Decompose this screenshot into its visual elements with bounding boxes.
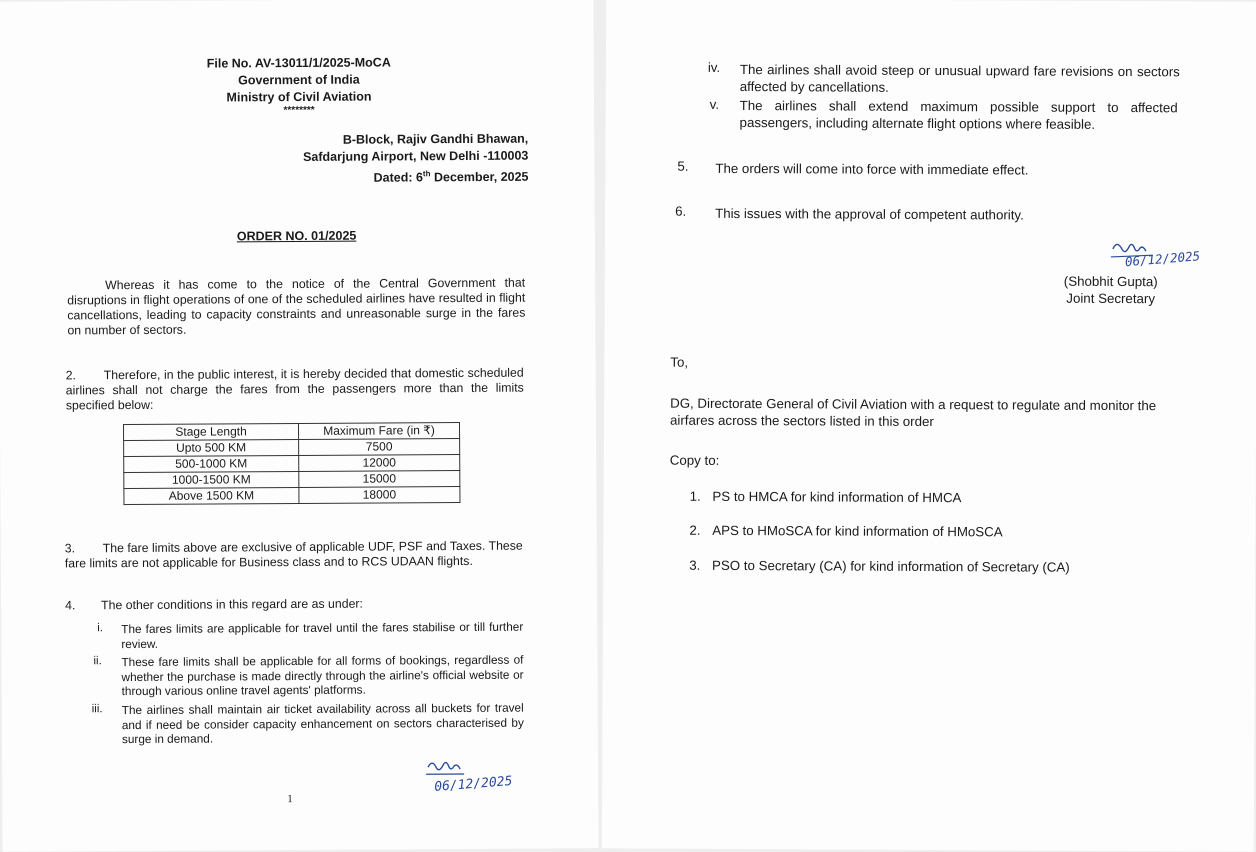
copy-item-text: PSO to Secretary (CA) for kind information of Secretary (CA) [712,557,1070,575]
paragraph-2-number: 2. [65,368,77,383]
condition-number: iv. [707,59,721,75]
paragraph-6: This issues with the approval of competent authority. [715,205,1024,223]
signature-date: 06/12/2025 [1124,248,1201,270]
condition-text: The airlines shall maintain air ticket availability across all buckets for travel and if need be consider capacity enhancement on sectors characterised by surge in demand. [121,700,524,747]
paragraph-5: The orders will come into force with immediate effect. [715,160,1029,178]
condition-text: These fare limits shall be applicable for all forms of bookings, regardless of whether the purchase is made directly through the airline's official website or through various online travel agents' platforms. [121,652,524,699]
condition-number: i. [97,622,104,635]
paragraph-6-number: 6. [675,203,687,219]
page-number: 1 [287,793,293,806]
table-header-row [123,423,459,441]
copy-item [689,557,1070,576]
header-block [168,54,430,117]
condition-text: The fares limits are applicable for travel until the fares stabilise or till further review. [121,619,524,651]
signatory-name: (Shobhit Gupta) [1063,273,1158,290]
table-cell: 1000-1500 KM [124,471,299,488]
copy-to-label: Copy to: [669,452,720,468]
table-cell: Above 1500 KM [124,487,299,504]
condition-number: v. [709,96,720,112]
copy-item-number: 3. [689,557,701,573]
copy-item [690,488,962,506]
condition-number: ii. [93,655,102,668]
table-cell: 18000 [299,487,460,504]
table-cell: 12000 [299,455,460,472]
copy-item-number: 1. [689,488,701,504]
document-page-1 [0,0,599,852]
table-header-cell: Stage Length [123,423,298,440]
paragraph-1: Whereas it has come to the notice of the Central Government that disruptions in flight operations of one of the scheduled airlines have resulted in flight cancellations, leading to capacity constraints and unreasonable surge in the fares on number of sectors. [67,275,526,338]
condition-text: The airlines shall avoid steep or unusual upward fare revisions on sectors affected by cancellations. [739,61,1180,95]
recipient-text: DG, Directorate General of Civil Aviation with a request to regulate and monitor the airfares across the sectors listed in this order [669,395,1157,430]
order-date: Dated: 6th December, 2025 [373,169,529,185]
ministry-name: Ministry of Civil Aviation [226,89,372,105]
signatory-title: Joint Secretary [1066,290,1156,307]
government-name: Government of India [238,72,360,88]
table-cell: Upto 500 KM [124,439,299,456]
copy-item [689,522,1002,541]
table-cell: 15000 [299,471,460,488]
table-row [124,487,460,505]
file-number: File No. AV-13011/1/2025-MoCA [206,55,391,71]
copy-item-text: PS to HMCA for kind information of HMCA [712,488,962,506]
document-page-2 [602,0,1256,852]
paragraph-2: Therefore, in the public interest, it is hereby decided that domestic scheduled airlines shall not charge the fares from the passengers more than the limits specified below: [65,365,524,413]
fare-table [123,422,460,505]
paragraph-4: The other conditions in this regard are as under: [101,596,363,613]
condition-number: iii. [91,703,103,716]
paragraph-3: The fare limits above are exclusive of applicable UDF, PSF and Taxes. These fare limits are not applicable for Business class and to RCS UDAAN flights. [64,538,523,571]
paragraph-4-number: 4. [65,598,76,613]
table-cell: 7500 [299,439,460,456]
address-block [198,131,528,188]
separator-stars: ******** [283,104,315,117]
signatory-block [1045,273,1177,308]
to-label: To, [670,354,689,370]
table-header-cell: Maximum Fare (in ₹) [298,423,459,440]
initials-date: 06/12/2025 [433,773,513,795]
address-line-2: Safdarjung Airport, New Delhi -110003 [303,148,529,164]
copy-item-text: APS to HMoSCA for kind information of HMoSCA [712,522,1003,540]
order-title: ORDER NO. 01/2025 [236,228,357,244]
condition-text: The airlines shall extend maximum possible support to affected passengers, including alternate flight options where feasible. [739,97,1178,132]
table-cell: 500-1000 KM [124,455,299,472]
address-line-1: B-Block, Rajiv Gandhi Bhawan, [342,131,529,147]
copy-item-number: 2. [689,522,701,538]
paragraph-5-number: 5. [677,158,689,174]
paragraph-3-number: 3. [64,541,76,556]
